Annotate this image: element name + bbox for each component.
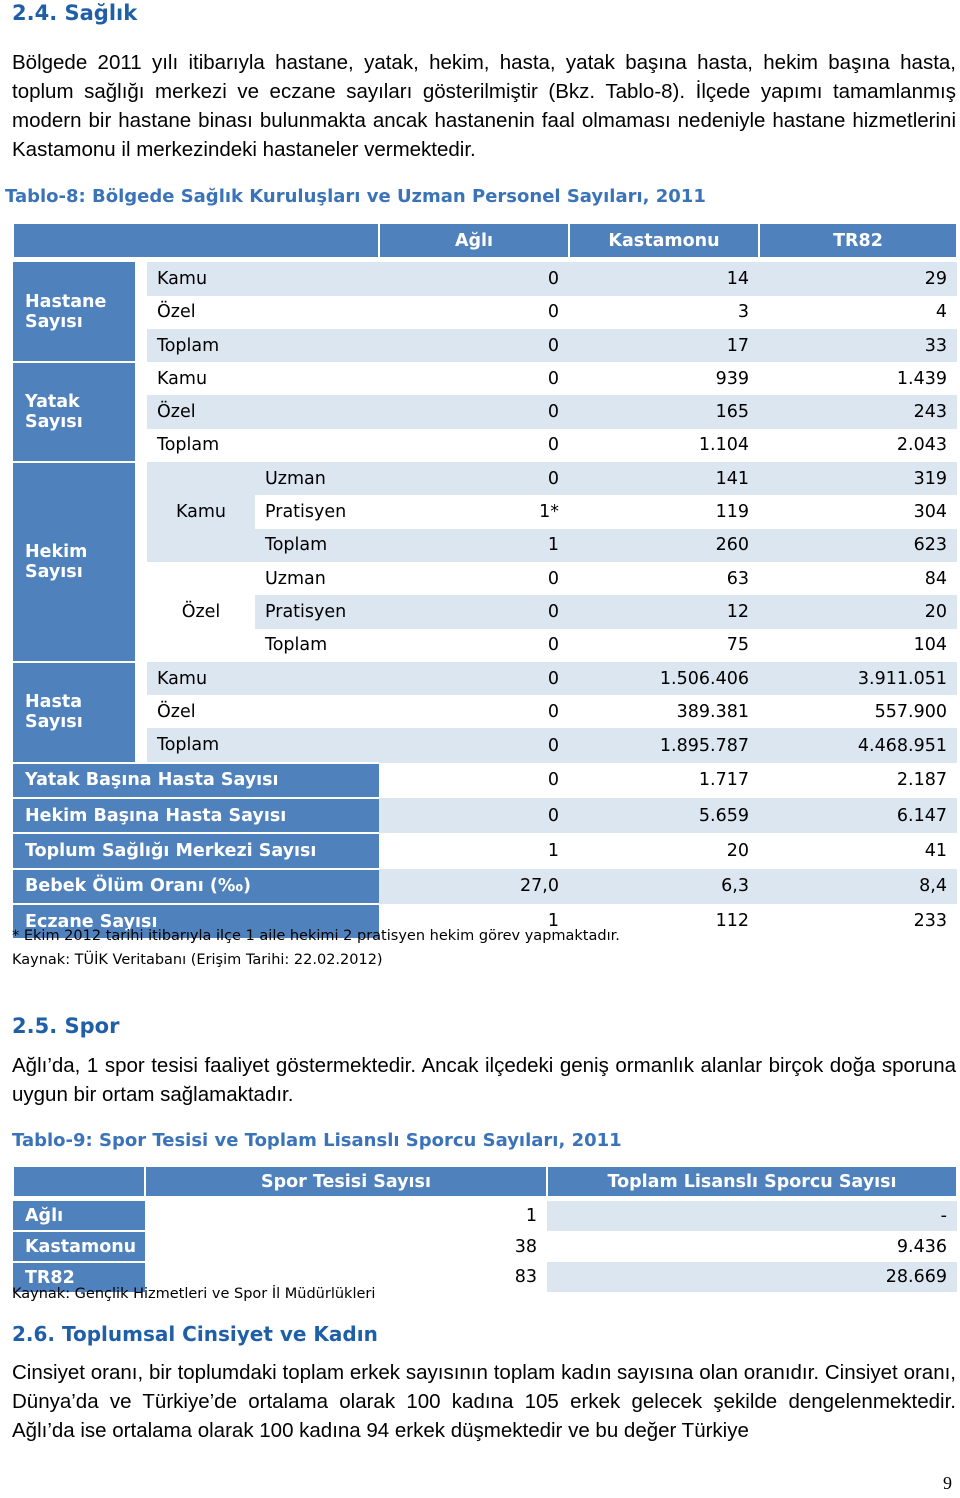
row-label: Hekim Başına Hasta Sayısı (13, 798, 379, 833)
paragraph-cinsiyet: Cinsiyet oranı, bir toplumdaki toplam erkek sayısının toplam kadın sayısına olan oranıdır. Cinsiyet oranı, Dünya’da ve Türkiye’de ortalama olarak 100 kadına 105 erkek gelecek şekilde dengelenmektedir. Ağlı’da ise ortalama olarak 100 kadına 94 erkek düşmektedir ve bu değer Türkiye (12, 1361, 956, 1442)
cell: 1* (539, 502, 559, 523)
cell: 28.669 (547, 1262, 957, 1292)
cell: 1.506.406 (569, 662, 759, 695)
cell: 63 (726, 568, 749, 589)
hekim-ozel-label: Özel (147, 562, 255, 662)
cell: 12 (569, 595, 759, 628)
row-label: Özel (147, 395, 379, 428)
cell: 0 (547, 701, 559, 722)
group-yatak: Yatak Sayısı (13, 362, 135, 462)
table8-source: Kaynak: TÜİK Veritabanı (Erişim Tarihi: 22.02.2012) (12, 952, 383, 968)
col-spor-tesisi: Spor Tesisi Sayısı (145, 1166, 547, 1197)
cell: 1 (547, 911, 559, 932)
cell: 8,4 (759, 869, 957, 904)
cell: 1.439 (896, 368, 947, 389)
table8-corner (13, 223, 379, 258)
cell: 3 (737, 302, 749, 323)
row-label: Kamu (147, 662, 379, 695)
cell: 233 (913, 911, 947, 932)
cell: 33 (759, 329, 957, 362)
cell: 304 (913, 502, 947, 523)
row-label: Kastamonu (13, 1231, 145, 1262)
section-title-cinsiyet: 2.6. Toplumsal Cinsiyet ve Kadın (12, 1322, 378, 1346)
row-label: Toplam (147, 329, 379, 362)
cell: 29 (759, 262, 957, 295)
table-row (13, 262, 957, 295)
col-lisansli-sporcu: Toplam Lisanslı Sporcu Sayısı (547, 1166, 957, 1197)
cell: 38 (514, 1236, 537, 1257)
cell: 0 (379, 395, 569, 428)
cell: 1.717 (698, 770, 749, 791)
row-label: Kamu (157, 368, 208, 389)
cell: 112 (715, 911, 749, 932)
cell: 0 (379, 262, 569, 295)
table-row (13, 798, 957, 833)
table-row (13, 562, 957, 595)
cell: 119 (715, 502, 749, 523)
table-row (13, 395, 957, 428)
cell: 0 (379, 728, 569, 762)
table9-header (13, 1166, 957, 1197)
cell: 141 (569, 462, 759, 495)
cell: 6,3 (569, 869, 759, 904)
cell: 623 (759, 529, 957, 562)
paragraph-spor: Ağlı’da, 1 spor tesisi faaliyet göstermektedir. Ancak ilçedeki geniş ormanlık alanlar birçok doğa sporuna uygun bir ortam sağlamaktadır. (12, 1054, 956, 1106)
page-number: 9 (943, 1473, 952, 1493)
row-label: Yatak Başına Hasta Sayısı (13, 763, 379, 798)
cell: 260 (569, 529, 759, 562)
cell: 165 (569, 395, 759, 428)
table9-corner (13, 1166, 145, 1197)
cell: 20 (726, 840, 749, 861)
table-row (13, 833, 957, 868)
cell: 27,0 (379, 869, 569, 904)
section-title-saglik: 2.4. Sağlık (12, 1, 138, 25)
cell: 0 (547, 568, 559, 589)
section-title-spor: 2.5. Spor (12, 1014, 120, 1038)
table9 (12, 1165, 958, 1292)
row-label: Toplum Sağlığı Merkezi Sayısı (13, 833, 379, 868)
cell: 1.895.787 (569, 728, 759, 762)
cell: 389.381 (676, 701, 749, 722)
row-label: Toplam (255, 529, 379, 562)
row-label: Uzman (265, 568, 326, 589)
table-row (13, 429, 957, 462)
cell: 3.911.051 (759, 662, 957, 695)
group-hastane: Hastane Sayısı (13, 262, 135, 362)
row-label: Toplam (147, 728, 379, 762)
cell: 83 (514, 1267, 537, 1287)
table-row (13, 296, 957, 329)
table9-caption: Tablo-9: Spor Tesisi ve Toplam Lisanslı Sporcu Sayıları, 2011 (12, 1130, 622, 1151)
table-row (13, 695, 957, 728)
col-kastamonu: Kastamonu (569, 223, 759, 258)
cell: 0 (547, 368, 559, 389)
row-label: Özel (157, 302, 196, 323)
cell: 557.900 (874, 701, 947, 722)
cell: 2.043 (896, 435, 947, 456)
row-label: Bebek Ölüm Oranı (‰) (13, 869, 379, 904)
cell: 0 (379, 595, 569, 628)
cell: 1 (379, 529, 569, 562)
cell: 0 (547, 770, 559, 791)
cell: 2.187 (896, 770, 947, 791)
row-label: Toplam (265, 635, 328, 656)
col-agli: Ağlı (379, 223, 569, 258)
cell: 0 (547, 435, 559, 456)
table-row (13, 362, 957, 395)
row-label: Uzman (255, 462, 379, 495)
row-label: Toplam (157, 435, 220, 456)
cell: 0 (379, 462, 569, 495)
row-label: Eczane Sayısı (13, 904, 379, 938)
cell: - (547, 1201, 957, 1231)
table-row (13, 329, 957, 362)
row-label: Kamu (147, 262, 379, 295)
cell: 939 (715, 368, 749, 389)
row-label: Pratisyen (255, 595, 379, 628)
group-hekim: Hekim Sayısı (13, 462, 135, 662)
cell: 0 (547, 302, 559, 323)
cell: 243 (759, 395, 957, 428)
row-label: Özel (157, 701, 196, 722)
table-row (13, 1201, 957, 1231)
cell: 0 (379, 329, 569, 362)
cell: 9.436 (896, 1236, 947, 1257)
row-label: Pratisyen (265, 502, 347, 523)
cell: 75 (726, 635, 749, 656)
table-row (13, 728, 957, 762)
row-label: TR82 (13, 1262, 145, 1292)
table-row (13, 869, 957, 904)
col-tr82: TR82 (759, 223, 957, 258)
hekim-kamu-label: Kamu (147, 462, 255, 562)
cell: 104 (913, 635, 947, 656)
cell: 1 (525, 1206, 537, 1226)
cell: 4.468.951 (759, 728, 957, 762)
cell: 5.659 (569, 798, 759, 833)
table-row (13, 763, 957, 798)
cell: 0 (379, 662, 569, 695)
cell: 6.147 (759, 798, 957, 833)
cell: 84 (924, 568, 947, 589)
cell: 4 (935, 302, 947, 323)
table-row (13, 462, 957, 495)
cell: 1.104 (698, 435, 749, 456)
cell: 41 (924, 840, 947, 861)
cell: 17 (569, 329, 759, 362)
table8-footnote: * Ekim 2012 tarihi itibarıyla ilçe 1 aile hekimi 2 pratisyen hekim görev yapmaktadır. (12, 928, 620, 944)
table9-source: Kaynak: Gençlik Hizmetleri ve Spor İl Müdürlükleri (12, 1286, 376, 1302)
table-row (13, 662, 957, 695)
row-label: Ağlı (13, 1201, 145, 1231)
cell: 319 (759, 462, 957, 495)
table8-caption: Tablo-8: Bölgede Sağlık Kuruluşları ve Uzman Personel Sayıları, 2011 (5, 186, 706, 207)
group-hasta: Hasta Sayısı (13, 662, 135, 763)
table-row (13, 1231, 957, 1262)
cell: 1 (547, 840, 559, 861)
paragraph-saglik: Bölgede 2011 yılı itibarıyla hastane, yatak, hekim, hasta, yatak başına hasta, hekim başına hasta, toplum sağlığı merkezi ve eczane sayıları gösterilmiştir (Bkz. Tablo-8). İlçede yapımı tamamlanmış modern bir hastane binası bulunmakta ancak hastanenin faal olmaması nedeniyle hastane hizmetlerini Kastamonu il merkezindeki hastaneler vermektedir. (12, 51, 956, 161)
table8-header (13, 223, 957, 258)
table8 (12, 222, 958, 938)
cell: 14 (569, 262, 759, 295)
cell: 20 (759, 595, 957, 628)
cell: 0 (547, 635, 559, 656)
cell: 0 (379, 798, 569, 833)
